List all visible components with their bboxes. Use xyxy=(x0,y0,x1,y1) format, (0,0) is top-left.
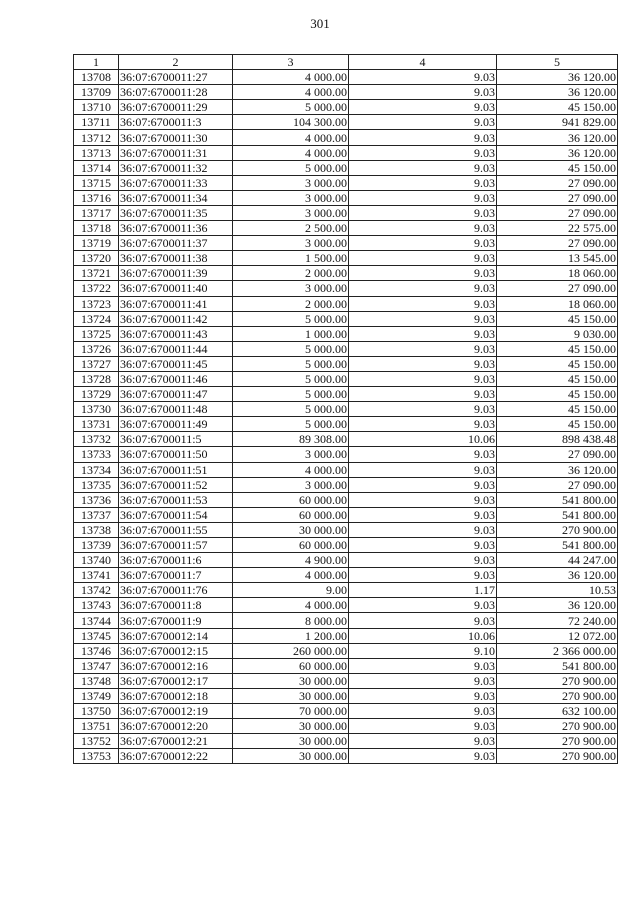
table-row xyxy=(74,613,618,628)
area-value: 30 000.00 xyxy=(233,719,349,734)
row-number: 13714 xyxy=(74,160,119,175)
table-row xyxy=(74,688,618,703)
area-value: 5 000.00 xyxy=(233,341,349,356)
area-value: 2 500.00 xyxy=(233,221,349,236)
cadastral-number: 36:07:6700011:53 xyxy=(119,492,233,507)
rate-value: 9.03 xyxy=(349,100,497,115)
row-number: 13743 xyxy=(74,598,119,613)
cadastral-value: 36 120.00 xyxy=(497,462,618,477)
table-row xyxy=(74,598,618,613)
page-number: 301 xyxy=(310,16,330,31)
table-row xyxy=(74,507,618,522)
row-number: 13720 xyxy=(74,251,119,266)
rate-value: 9.03 xyxy=(349,658,497,673)
rate-value: 9.03 xyxy=(349,326,497,341)
area-value: 104 300.00 xyxy=(233,115,349,130)
cadastral-value: 13 545.00 xyxy=(497,251,618,266)
table-row xyxy=(74,115,618,130)
table-row xyxy=(74,296,618,311)
rate-value: 9.03 xyxy=(349,417,497,432)
cadastral-value: 632 100.00 xyxy=(497,704,618,719)
rate-value: 9.03 xyxy=(349,341,497,356)
table-row xyxy=(74,85,618,100)
area-value: 3 000.00 xyxy=(233,281,349,296)
area-value: 4 000.00 xyxy=(233,462,349,477)
header-row xyxy=(74,55,618,70)
rate-value: 9.03 xyxy=(349,145,497,160)
row-number: 13753 xyxy=(74,749,119,764)
table-row xyxy=(74,522,618,537)
area-value: 30 000.00 xyxy=(233,734,349,749)
cadastral-number: 36:07:6700012:22 xyxy=(119,749,233,764)
area-value: 30 000.00 xyxy=(233,522,349,537)
rate-value: 9.03 xyxy=(349,477,497,492)
rate-value: 9.03 xyxy=(349,719,497,734)
table-row xyxy=(74,492,618,507)
cadastral-number: 36:07:6700011:33 xyxy=(119,175,233,190)
cadastral-number: 36:07:6700011:40 xyxy=(119,281,233,296)
row-number: 13728 xyxy=(74,371,119,386)
cadastral-number: 36:07:6700011:46 xyxy=(119,371,233,386)
rate-value: 9.03 xyxy=(349,266,497,281)
cadastral-number: 36:07:6700011:28 xyxy=(119,85,233,100)
cadastral-value: 45 150.00 xyxy=(497,417,618,432)
area-value: 1 200.00 xyxy=(233,628,349,643)
table-row xyxy=(74,477,618,492)
row-number: 13745 xyxy=(74,628,119,643)
rate-value: 9.03 xyxy=(349,462,497,477)
rate-value: 9.03 xyxy=(349,749,497,764)
cadastral-number: 36:07:6700011:6 xyxy=(119,553,233,568)
cadastral-value: 541 800.00 xyxy=(497,507,618,522)
area-value: 5 000.00 xyxy=(233,160,349,175)
area-value: 9.00 xyxy=(233,583,349,598)
cadastral-value: 45 150.00 xyxy=(497,387,618,402)
row-number: 13740 xyxy=(74,553,119,568)
cadastral-number: 36:07:6700011:52 xyxy=(119,477,233,492)
rate-value: 9.03 xyxy=(349,492,497,507)
cadastral-number: 36:07:6700011:7 xyxy=(119,568,233,583)
table-row xyxy=(74,190,618,205)
area-value: 70 000.00 xyxy=(233,704,349,719)
rate-value: 9.03 xyxy=(349,447,497,462)
cadastral-value: 36 120.00 xyxy=(497,130,618,145)
header-col-1: 1 xyxy=(74,55,119,70)
row-number: 13736 xyxy=(74,492,119,507)
rate-value: 9.10 xyxy=(349,643,497,658)
rate-value: 9.03 xyxy=(349,371,497,386)
rate-value: 9.03 xyxy=(349,175,497,190)
table-row xyxy=(74,432,618,447)
cadastral-number: 36:07:6700011:43 xyxy=(119,326,233,341)
area-value: 3 000.00 xyxy=(233,190,349,205)
cadastral-value: 45 150.00 xyxy=(497,100,618,115)
cadastral-number: 36:07:6700012:20 xyxy=(119,719,233,734)
area-value: 2 000.00 xyxy=(233,296,349,311)
row-number: 13742 xyxy=(74,583,119,598)
rate-value: 9.03 xyxy=(349,522,497,537)
rate-value: 9.03 xyxy=(349,236,497,251)
rate-value: 9.03 xyxy=(349,598,497,613)
table-row xyxy=(74,175,618,190)
cadastral-value: 27 090.00 xyxy=(497,175,618,190)
row-number: 13725 xyxy=(74,326,119,341)
table-row xyxy=(74,266,618,281)
row-number: 13739 xyxy=(74,538,119,553)
table-row xyxy=(74,538,618,553)
cadastral-number: 36:07:6700011:36 xyxy=(119,221,233,236)
cadastral-value: 18 060.00 xyxy=(497,296,618,311)
row-number: 13721 xyxy=(74,266,119,281)
cadastral-number: 36:07:6700011:32 xyxy=(119,160,233,175)
cadastral-value: 44 247.00 xyxy=(497,553,618,568)
row-number: 13716 xyxy=(74,190,119,205)
area-value: 4 000.00 xyxy=(233,568,349,583)
cadastral-value: 2 366 000.00 xyxy=(497,643,618,658)
cadastral-value: 541 800.00 xyxy=(497,658,618,673)
table-row xyxy=(74,311,618,326)
cadastral-number: 36:07:6700011:76 xyxy=(119,583,233,598)
rate-value: 9.03 xyxy=(349,205,497,220)
cadastral-number: 36:07:6700011:5 xyxy=(119,432,233,447)
rate-value: 9.03 xyxy=(349,704,497,719)
rate-value: 9.03 xyxy=(349,613,497,628)
table-row xyxy=(74,417,618,432)
table-row xyxy=(74,281,618,296)
cadastral-number: 36:07:6700011:55 xyxy=(119,522,233,537)
area-value: 4 000.00 xyxy=(233,85,349,100)
cadastral-value: 36 120.00 xyxy=(497,85,618,100)
table-row xyxy=(74,583,618,598)
cadastral-value-table xyxy=(73,54,618,764)
rate-value: 9.03 xyxy=(349,296,497,311)
row-number: 13717 xyxy=(74,205,119,220)
table-row xyxy=(74,130,618,145)
table-row xyxy=(74,673,618,688)
row-number: 13748 xyxy=(74,673,119,688)
table-body xyxy=(74,70,618,764)
cadastral-value: 45 150.00 xyxy=(497,402,618,417)
table-row xyxy=(74,402,618,417)
area-value: 3 000.00 xyxy=(233,175,349,190)
cadastral-number: 36:07:6700011:54 xyxy=(119,507,233,522)
cadastral-value: 270 900.00 xyxy=(497,749,618,764)
cadastral-value: 270 900.00 xyxy=(497,522,618,537)
table-row xyxy=(74,704,618,719)
rate-value: 9.03 xyxy=(349,221,497,236)
row-number: 13730 xyxy=(74,402,119,417)
cadastral-value: 270 900.00 xyxy=(497,673,618,688)
rate-value: 9.03 xyxy=(349,70,497,85)
header-col-3: 3 xyxy=(233,55,349,70)
table-row xyxy=(74,371,618,386)
cadastral-number: 36:07:6700011:35 xyxy=(119,205,233,220)
rate-value: 9.03 xyxy=(349,115,497,130)
cadastral-number: 36:07:6700011:50 xyxy=(119,447,233,462)
area-value: 3 000.00 xyxy=(233,205,349,220)
area-value: 60 000.00 xyxy=(233,658,349,673)
row-number: 13718 xyxy=(74,221,119,236)
cadastral-value: 27 090.00 xyxy=(497,236,618,251)
cadastral-value: 10.53 xyxy=(497,583,618,598)
rate-value: 9.03 xyxy=(349,538,497,553)
rate-value: 9.03 xyxy=(349,568,497,583)
table-row xyxy=(74,447,618,462)
cadastral-value: 36 120.00 xyxy=(497,598,618,613)
cadastral-number: 36:07:6700011:3 xyxy=(119,115,233,130)
cadastral-value: 45 150.00 xyxy=(497,356,618,371)
cadastral-value: 270 900.00 xyxy=(497,734,618,749)
rate-value: 9.03 xyxy=(349,160,497,175)
row-number: 13734 xyxy=(74,462,119,477)
table-row xyxy=(74,236,618,251)
rate-value: 10.06 xyxy=(349,628,497,643)
row-number: 13708 xyxy=(74,70,119,85)
row-number: 13709 xyxy=(74,85,119,100)
rate-value: 9.03 xyxy=(349,190,497,205)
cadastral-number: 36:07:6700012:14 xyxy=(119,628,233,643)
table-header xyxy=(74,55,618,70)
table-row xyxy=(74,628,618,643)
table-row xyxy=(74,568,618,583)
row-number: 13738 xyxy=(74,522,119,537)
row-number: 13713 xyxy=(74,145,119,160)
cadastral-number: 36:07:6700011:8 xyxy=(119,598,233,613)
header-col-5: 5 xyxy=(497,55,618,70)
table-row xyxy=(74,356,618,371)
row-number: 13719 xyxy=(74,236,119,251)
cadastral-number: 36:07:6700011:51 xyxy=(119,462,233,477)
table-row xyxy=(74,553,618,568)
row-number: 13750 xyxy=(74,704,119,719)
row-number: 13731 xyxy=(74,417,119,432)
row-number: 13710 xyxy=(74,100,119,115)
rate-value: 9.03 xyxy=(349,673,497,688)
rate-value: 9.03 xyxy=(349,281,497,296)
table-row xyxy=(74,70,618,85)
area-value: 3 000.00 xyxy=(233,477,349,492)
table-row xyxy=(74,749,618,764)
row-number: 13727 xyxy=(74,356,119,371)
row-number: 13741 xyxy=(74,568,119,583)
rate-value: 1.17 xyxy=(349,583,497,598)
cadastral-number: 36:07:6700011:34 xyxy=(119,190,233,205)
cadastral-number: 36:07:6700011:37 xyxy=(119,236,233,251)
table-row xyxy=(74,658,618,673)
rate-value: 9.03 xyxy=(349,553,497,568)
row-number: 13747 xyxy=(74,658,119,673)
cadastral-value: 27 090.00 xyxy=(497,281,618,296)
cadastral-value: 45 150.00 xyxy=(497,311,618,326)
rate-value: 9.03 xyxy=(349,402,497,417)
cadastral-number: 36:07:6700011:57 xyxy=(119,538,233,553)
area-value: 5 000.00 xyxy=(233,387,349,402)
cadastral-value: 941 829.00 xyxy=(497,115,618,130)
row-number: 13737 xyxy=(74,507,119,522)
row-number: 13724 xyxy=(74,311,119,326)
cadastral-number: 36:07:6700011:44 xyxy=(119,341,233,356)
area-value: 5 000.00 xyxy=(233,417,349,432)
cadastral-value: 270 900.00 xyxy=(497,719,618,734)
row-number: 13751 xyxy=(74,719,119,734)
area-value: 5 000.00 xyxy=(233,100,349,115)
table-row xyxy=(74,160,618,175)
area-value: 60 000.00 xyxy=(233,538,349,553)
rate-value: 9.03 xyxy=(349,734,497,749)
row-number: 13752 xyxy=(74,734,119,749)
cadastral-number: 36:07:6700011:41 xyxy=(119,296,233,311)
rate-value: 9.03 xyxy=(349,688,497,703)
cadastral-value: 45 150.00 xyxy=(497,371,618,386)
area-value: 2 000.00 xyxy=(233,266,349,281)
row-number: 13712 xyxy=(74,130,119,145)
cadastral-number: 36:07:6700012:17 xyxy=(119,673,233,688)
rate-value: 9.03 xyxy=(349,507,497,522)
cadastral-value: 18 060.00 xyxy=(497,266,618,281)
cadastral-number: 36:07:6700011:29 xyxy=(119,100,233,115)
header-col-2: 2 xyxy=(119,55,233,70)
cadastral-value: 36 120.00 xyxy=(497,70,618,85)
cadastral-number: 36:07:6700012:21 xyxy=(119,734,233,749)
area-value: 4 900.00 xyxy=(233,553,349,568)
rate-value: 9.03 xyxy=(349,387,497,402)
cadastral-number: 36:07:6700011:27 xyxy=(119,70,233,85)
cadastral-value: 22 575.00 xyxy=(497,221,618,236)
table-row xyxy=(74,387,618,402)
cadastral-value: 541 800.00 xyxy=(497,538,618,553)
cadastral-value: 27 090.00 xyxy=(497,190,618,205)
area-value: 60 000.00 xyxy=(233,492,349,507)
cadastral-value: 36 120.00 xyxy=(497,145,618,160)
row-number: 13746 xyxy=(74,643,119,658)
table-row xyxy=(74,205,618,220)
table-row xyxy=(74,341,618,356)
table-row xyxy=(74,462,618,477)
row-number: 13729 xyxy=(74,387,119,402)
area-value: 5 000.00 xyxy=(233,311,349,326)
cadastral-number: 36:07:6700012:19 xyxy=(119,704,233,719)
table-row xyxy=(74,100,618,115)
cadastral-value: 45 150.00 xyxy=(497,160,618,175)
area-value: 1 500.00 xyxy=(233,251,349,266)
row-number: 13735 xyxy=(74,477,119,492)
cadastral-number: 36:07:6700011:49 xyxy=(119,417,233,432)
area-value: 4 000.00 xyxy=(233,598,349,613)
cadastral-value: 36 120.00 xyxy=(497,568,618,583)
row-number: 13744 xyxy=(74,613,119,628)
area-value: 5 000.00 xyxy=(233,402,349,417)
area-value: 3 000.00 xyxy=(233,236,349,251)
cadastral-value: 898 438.48 xyxy=(497,432,618,447)
area-value: 4 000.00 xyxy=(233,145,349,160)
rate-value: 9.03 xyxy=(349,130,497,145)
table-row xyxy=(74,734,618,749)
row-number: 13732 xyxy=(74,432,119,447)
cadastral-value: 270 900.00 xyxy=(497,688,618,703)
area-value: 4 000.00 xyxy=(233,130,349,145)
row-number: 13749 xyxy=(74,688,119,703)
area-value: 4 000.00 xyxy=(233,70,349,85)
table-row xyxy=(74,145,618,160)
area-value: 260 000.00 xyxy=(233,643,349,658)
rate-value: 10.06 xyxy=(349,432,497,447)
cadastral-number: 36:07:6700012:18 xyxy=(119,688,233,703)
cadastral-number: 36:07:6700012:16 xyxy=(119,658,233,673)
row-number: 13723 xyxy=(74,296,119,311)
cadastral-value: 72 240.00 xyxy=(497,613,618,628)
cadastral-value: 27 090.00 xyxy=(497,205,618,220)
cadastral-number: 36:07:6700011:42 xyxy=(119,311,233,326)
rate-value: 9.03 xyxy=(349,85,497,100)
table-row xyxy=(74,643,618,658)
area-value: 89 308.00 xyxy=(233,432,349,447)
row-number: 13722 xyxy=(74,281,119,296)
cadastral-number: 36:07:6700011:30 xyxy=(119,130,233,145)
area-value: 30 000.00 xyxy=(233,673,349,688)
area-value: 5 000.00 xyxy=(233,371,349,386)
cadastral-value: 12 072.00 xyxy=(497,628,618,643)
cadastral-number: 36:07:6700011:39 xyxy=(119,266,233,281)
row-number: 13726 xyxy=(74,341,119,356)
cadastral-number: 36:07:6700011:31 xyxy=(119,145,233,160)
row-number: 13733 xyxy=(74,447,119,462)
area-value: 30 000.00 xyxy=(233,749,349,764)
cadastral-number: 36:07:6700011:45 xyxy=(119,356,233,371)
rate-value: 9.03 xyxy=(349,251,497,266)
cadastral-value: 541 800.00 xyxy=(497,492,618,507)
area-value: 60 000.00 xyxy=(233,507,349,522)
rate-value: 9.03 xyxy=(349,311,497,326)
row-number: 13711 xyxy=(74,115,119,130)
cadastral-value: 27 090.00 xyxy=(497,447,618,462)
area-value: 5 000.00 xyxy=(233,356,349,371)
cadastral-value: 27 090.00 xyxy=(497,477,618,492)
header-col-4: 4 xyxy=(349,55,497,70)
area-value: 1 000.00 xyxy=(233,326,349,341)
cadastral-number: 36:07:6700011:48 xyxy=(119,402,233,417)
row-number: 13715 xyxy=(74,175,119,190)
table-row xyxy=(74,326,618,341)
cadastral-number: 36:07:6700011:38 xyxy=(119,251,233,266)
area-value: 8 000.00 xyxy=(233,613,349,628)
cadastral-number: 36:07:6700012:15 xyxy=(119,643,233,658)
cadastral-value: 45 150.00 xyxy=(497,341,618,356)
cadastral-number: 36:07:6700011:9 xyxy=(119,613,233,628)
area-value: 30 000.00 xyxy=(233,688,349,703)
area-value: 3 000.00 xyxy=(233,447,349,462)
table-row xyxy=(74,719,618,734)
cadastral-number: 36:07:6700011:47 xyxy=(119,387,233,402)
cadastral-value: 9 030.00 xyxy=(497,326,618,341)
table-row xyxy=(74,251,618,266)
rate-value: 9.03 xyxy=(349,356,497,371)
table-row xyxy=(74,221,618,236)
